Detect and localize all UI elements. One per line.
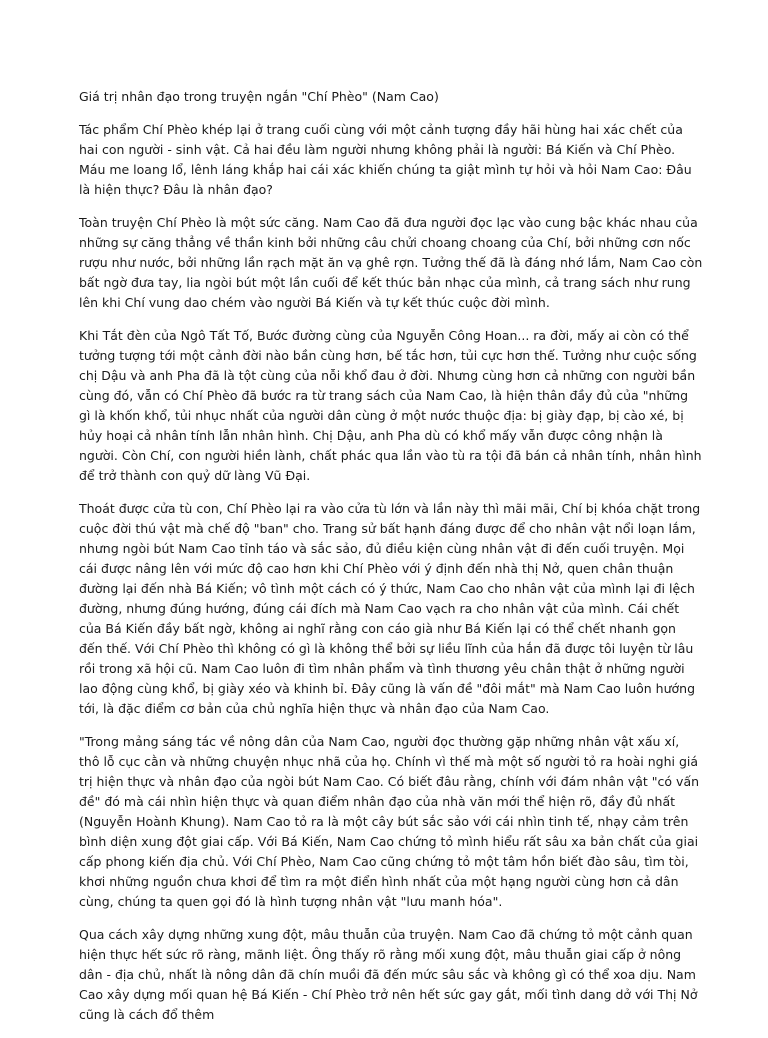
paragraph-1: Tác phẩm Chí Phèo khép lại ở trang cuối cùng với một cảnh tượng đầy hãi hùng hai xác chết của hai con người - sinh vật. Cả hai đều làm người nhưng không phải là người: Bá Kiến và Chí Phèo. Máu me loang lổ, lênh láng khắp hai cái xác khiến chúng ta giật mình tự hỏi và hỏi Nam Cao: Đâu là hiện thực? Đâu là nhân đạo? (79, 122, 692, 197)
document-title: Giá trị nhân đạo trong truyện ngắn "Chí Phèo" (Nam Cao) (79, 89, 439, 104)
paragraph-3: Khi Tắt đèn của Ngô Tất Tố, Bước đường cùng của Nguyễn Công Hoan... ra đời, mấy ai còn có thể tưởng tượng tới một cảnh đời nào bần cùng hơn, bế tắc hơn, tủi cực hơn thế. Tưởng như cuộc sống chị Dậu và anh Pha đã là tột cùng của nỗi khổ đau ở đời. Nhưng cùng hơn cả những con người bần cùng đó, vẫn có Chí Phèo đã bước ra từ trang sách của Nam Cao, là hiện thân đầy đủ của "những gì là khốn khổ, tủi nhục nhất của người dân cùng ở một nước thuộc địa: bị giày đạp, bị cào xé, bị hủy hoại cả nhân tính lẫn nhân hình. Chị Dậu, anh Pha dù có khổ mấy vẫn được công nhận là người. Còn Chí, con người hiền lành, chất phác qua lần vào tù ra tội đã bán cả nhân tính, nhân hình để trở thành con quỷ dữ làng Vũ Đại. (79, 328, 702, 483)
document-body (79, 87, 703, 1038)
paragraph-6: Qua cách xây dựng những xung đột, mâu thuẫn của truyện. Nam Cao đã chứng tỏ một cảnh quan hiện thực hết sức rõ ràng, mãnh liệt. Ông thấy rõ rằng mối xung đột, mâu thuẫn giai cấp ở nông dân - địa chủ, nhất là nông dân đã chín muồi đã đến mức sâu sắc và không gì có thể xoa dịu. Nam Cao xây dựng mối quan hệ Bá Kiến - Chí Phèo trở nên hết sức gay gắt, mối tình dang dở với Thị Nở cũng là cách đổ thêm (79, 927, 698, 1022)
paragraph-4: Thoát được cửa tù con, Chí Phèo lại ra vào cửa tù lớn và lần này thì mãi mãi, Chí bị khóa chặt trong cuộc đời thú vật mà chế độ "ban" cho. Trang sử bất hạnh đáng được để cho nhân vật nổi loạn lắm, nhưng ngòi bút Nam Cao tỉnh táo và sắc sảo, đủ điều kiện cùng nhân vật đi đến cuối truyện. Mọi cái được nâng lên với mức độ cao hơn khi Chí Phèo với ý định đến nhà thị Nở, quen chân thuận đường lại đến nhà Bá Kiến; vô tình một cách có ý thức, Nam Cao cho nhân vật của mình lại đi lệch đường, nhưng đúng hướng, đúng cái đích mà Nam Cao vạch ra cho nhân vật của mình. Cái chết của Bá Kiến đầy bất ngờ, không ai nghĩ rằng con cáo già như Bá Kiến lại có thể chết nhanh gọn đến thế. Với Chí Phèo thì không có gì là không thể bởi sự liều lĩnh của hắn đã được tôi luyện từ lâu rồi trong xã hội cũ. Nam Cao luôn đi tìm nhân phẩm và tình thương yêu chân thật ở những người lao động cùng khổ, bị giày xéo và khinh bỉ. Đây cũng là vấn đề "đôi mắt" mà Nam Cao luôn hướng tới, là đặc điểm cơ bản của chủ nghĩa hiện thực và nhân đạo của Nam Cao. (79, 501, 701, 716)
paragraph-5: "Trong mảng sáng tác về nông dân của Nam Cao, người đọc thường gặp những nhân vật xấu xí, thô lỗ cục cằn và những chuyện nhục nhã của họ. Chính vì thế mà một số người tỏ ra hoài nghi giá trị hiện thực và nhân đạo của ngòi bút Nam Cao. Có biết đâu rằng, chính với đám nhân vật "có vấn đề" đó mà cái nhìn hiện thực và quan điểm nhân đạo của nhà văn mới thể hiện rõ, đầy đủ nhất (Nguyễn Hoành Khung). Nam Cao tỏ ra là một cây bút sắc sảo với cái nhìn tinh tế, nhạy cảm trên bình diện xung đột giai cấp. Với Bá Kiến, Nam Cao chứng tỏ mình hiểu rất sâu xa bản chất của giai cấp phong kiến địa chủ. Với Chí Phèo, Nam Cao cũng chứng tỏ một tâm hồn biết đào sâu, tìm tòi, khơi những nguồn chưa khơi để tìm ra một điển hình nhất của một hạng người cùng hơn cả dân cùng, chúng ta quen gọi đó là hình tượng nhân vật "lưu manh hóa". (79, 734, 700, 909)
paragraph-2: Toàn truyện Chí Phèo là một sức căng. Nam Cao đã đưa người đọc lạc vào cung bậc khác nhau của những sự căng thẳng về thần kinh bởi những câu chửi choang choang của Chí, bởi những cơn nốc rượu như nước, bởi những lần rạch mặt ăn vạ ghê rợn. Tưởng thế đã là đáng nhớ lắm, Nam Cao còn bất ngờ đưa tay, lia ngòi bút một lần cuối để kết thúc bản nhạc của mình, cả trang sách như rung lên khi Chí vung dao chém vào người Bá Kiến và tự kết thúc cuộc đời mình. (79, 215, 703, 310)
